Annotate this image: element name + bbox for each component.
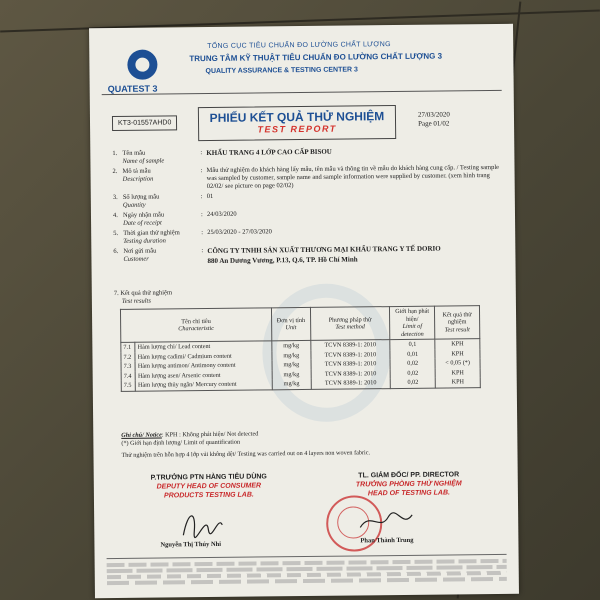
field-row: 6. Nơi gửi mẫu Customer : CÔNG TY TNHH SẢN XUẤT THƯƠNG MẠI KHẨU TRANG Y TẾ DORIO bbox=[113, 244, 505, 256]
field-value: Mẫu thử nghiệm do khách hàng lấy mẫu, tên mẫu và thông tin về mẫu do khách hàng cung cấp. / Testing sample was sampled by customer, sample name and sample information were supplied by customer. (xem hình trang 02/02/ see picture on page 02/02) bbox=[206, 163, 500, 191]
field-row: 5. Thời gian thử nghiệm Testing duration : 25/03/2020 - 27/03/2020 bbox=[113, 226, 505, 246]
table-row: 7.4 Hàm lượng asen/ Arsenic content mg/kg TCVN 8389-1: 2010 0,02 KPH bbox=[121, 368, 480, 381]
col-header-method: Phương pháp thử Test method bbox=[310, 307, 390, 341]
field-label: Mô tả mẫu Description bbox=[122, 167, 154, 183]
report-date: 27/03/2020 bbox=[417, 110, 450, 119]
sample-fields bbox=[112, 146, 505, 268]
document-number: KT3-01557AHD0 bbox=[112, 115, 177, 131]
page-number: Page 01/02 bbox=[418, 119, 450, 128]
table-header-row bbox=[120, 306, 479, 343]
signature-scribble-left bbox=[178, 505, 228, 544]
report-title-vn: PHIẾU KẾT QUẢ THỬ NGHIỆM bbox=[209, 109, 385, 125]
field-row: 1. Tên mẫu Name of sample : KHẨU TRANG 4 LỚP CAO CẤP BISOU bbox=[112, 146, 504, 166]
table-row: 7.5 Hàm lượng thủy ngân/ Mercury content mg/kg TCVN 8389-1: 2010 0,02 KPH bbox=[121, 377, 480, 391]
field-value: 24/03/2020 bbox=[206, 210, 237, 219]
signature-scribble-right bbox=[356, 507, 416, 538]
field-label: Tên mẫu Name of sample bbox=[122, 149, 165, 165]
results-label: 7. Kết quả thử nghiệm Test results bbox=[113, 289, 173, 305]
col-header-unit: Đơn vị tính Unit bbox=[271, 307, 310, 340]
title-row bbox=[90, 102, 514, 144]
table-row: 7.2 Hàm lượng cadimi/ Cadmium content mg/kg TCVN 8389-1: 2010 0,01 KPH bbox=[121, 349, 480, 362]
org-line-1: TỔNG CỤC TIÊU CHUẨN ĐO LƯỜNG CHẤT LƯỢNG bbox=[207, 41, 391, 50]
report-title-box bbox=[198, 105, 396, 141]
results-table bbox=[120, 305, 481, 391]
signer-name-left: Nguyễn Thị Thúy Nhi bbox=[160, 540, 222, 549]
report-date-box bbox=[418, 110, 450, 128]
col-header-result: Kết quả thử nghiệm Test result bbox=[435, 306, 480, 339]
loq-note: (*) Giới hạn định lượng/ Limit of quantification bbox=[121, 438, 241, 447]
report-title-en: TEST REPORT bbox=[257, 123, 337, 135]
test-report-document bbox=[89, 24, 519, 598]
signer-name-right: Phan Thành Trung bbox=[360, 536, 414, 545]
field-row: 4. Ngày nhận mẫu Date of receipt : 24/03/2020 bbox=[113, 208, 505, 228]
field-value: 01 bbox=[206, 192, 214, 201]
field-value: CÔNG TY TNHH SẢN XUẤT THƯƠNG MẠI KHẨU TRANG Y TẾ DORIO bbox=[207, 244, 441, 256]
field-label: Số lượng mẫu Quantity bbox=[122, 193, 160, 209]
notice-line: Ghi chú/ Notice: KPH : Không phát hiện/ Not detected bbox=[121, 430, 259, 439]
field-value: 25/03/2020 - 27/03/2020 bbox=[207, 228, 272, 237]
signature-block-left: P.TRƯỞNG PTN HÀNG TIÊU DÙNG DEPUTY HEAD OF CONSUMER PRODUCTS TESTING LAB. bbox=[150, 473, 267, 500]
field-label: Nơi gửi mẫu Customer bbox=[123, 247, 157, 263]
col-header-characteristic: Tên chỉ tiêu Characteristic bbox=[120, 308, 271, 343]
fine-print-footer bbox=[107, 554, 507, 595]
table-row: 7.1 Hàm lượng chì/ Lead content mg/kg TCVN 8389-1: 2010 0,1 KPH bbox=[121, 339, 480, 353]
quatest-logo-icon bbox=[127, 50, 157, 80]
field-label: Ngày nhận mẫu Date of receipt bbox=[122, 211, 165, 227]
testing-note: Thử nghiệm trên hỗn hợp 4 lớp vải không dệt/ Testing was carried out on 4 layers non woven fabric. bbox=[121, 449, 371, 459]
col-header-lod: Giới hạn phát hiện/ Limit of detection bbox=[390, 306, 435, 339]
org-line-2: TRUNG TÂM KỸ THUẬT TIÊU CHUẨN ĐO LƯỜNG CHẤT LƯỢNG 3 bbox=[189, 51, 443, 64]
field-value: KHẨU TRANG 4 LỚP CAO CẤP BISOU bbox=[206, 147, 332, 158]
org-line-3: QUALITY ASSURANCE & TESTING CENTER 3 bbox=[205, 66, 358, 76]
logo-text: QUATEST 3 bbox=[107, 83, 158, 95]
signature-block-right: TL. GIÁM ĐỐC/ PP. DIRECTOR TRƯỞNG PHÒNG THỬ NGHIỆM HEAD OF TESTING LAB. bbox=[355, 471, 462, 498]
report-header bbox=[89, 38, 514, 104]
customer-address: 880 An Dương Vương, P.13, Q.6, TP. Hồ Chí Minh bbox=[207, 255, 358, 266]
field-row: 3. Số lượng mẫu Quantity : 01 bbox=[113, 190, 505, 210]
header-divider bbox=[102, 90, 502, 95]
table-row: 7.3 Hàm lượng antimon/ Antimony content mg/kg TCVN 8389-1: 2010 0,02 < 0,05 (*) bbox=[121, 358, 480, 371]
field-row: 2. Mô tả mẫu Description : Mẫu thử nghiệm do khách hàng lấy mẫu, tên mẫu và thông tin về mẫu do khách hàng cung cấp. / Testing sample was sampled by customer, sample name and sample information were supplied by customer. (xem hình trang 02/02/ see picture on page 02/02) bbox=[112, 164, 504, 192]
field-label: Thời gian thử nghiệm Testing duration bbox=[123, 229, 180, 245]
